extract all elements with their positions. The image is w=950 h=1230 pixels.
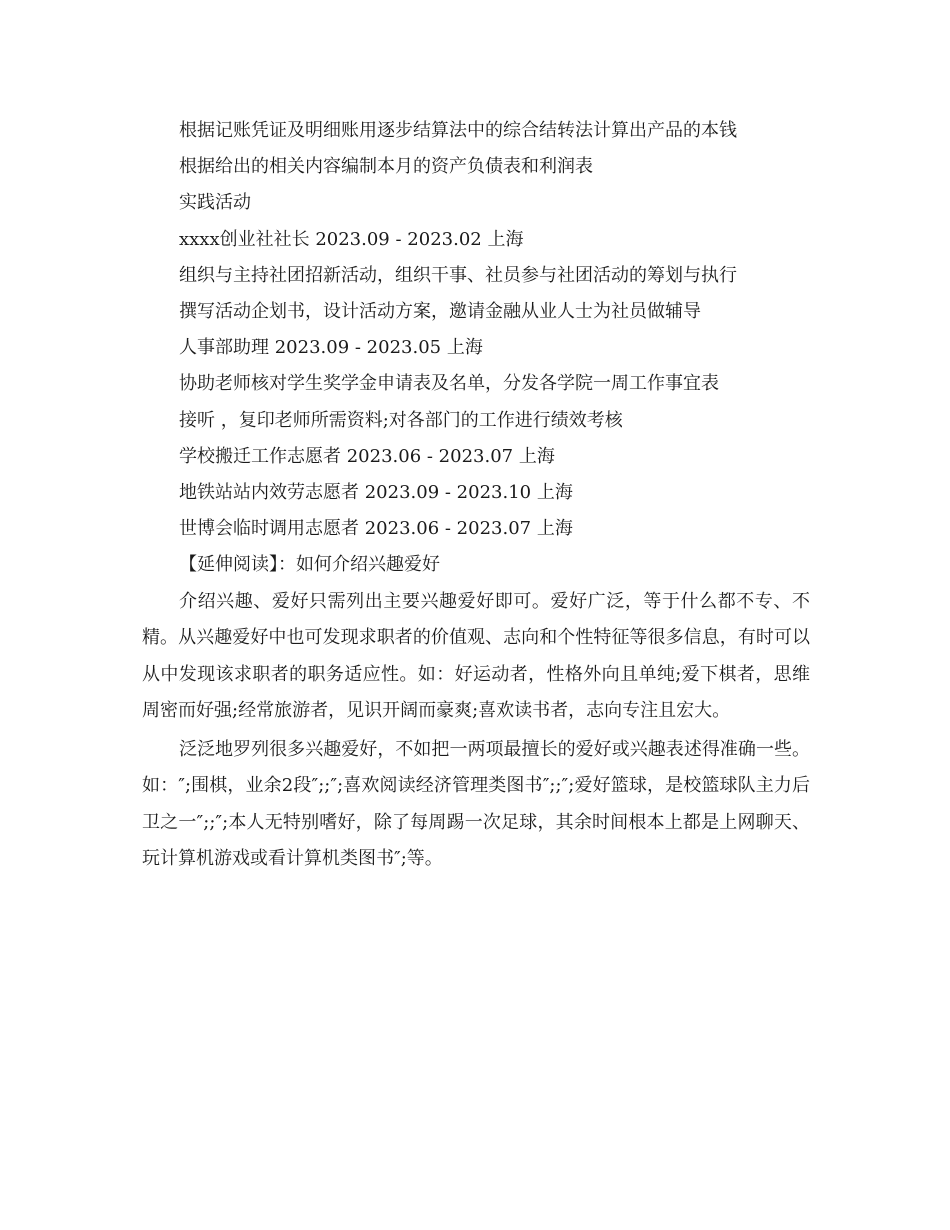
volunteer-entry-metro: 地铁站站内效劳志愿者 2023.09 - 2023.10 上海 <box>179 482 573 504</box>
experience-entry-hr-assistant: 人事部助理 2023.09 - 2023.05 上海 <box>179 337 483 359</box>
section-heading-practice: 实践活动 <box>179 192 251 214</box>
volunteer-entry-expo: 世博会临时调用志愿者 2023.06 - 2023.07 上海 <box>179 518 573 540</box>
text-line-statements: 根据给出的相关内容编制本月的资产负债表和利润表 <box>179 156 593 178</box>
paragraph-interests-intro: 介绍兴趣、爱好只需列出主要兴趣爱好即可。爱好广泛，等于什么都不专、不精。从兴趣爱好中也可发现求职者的价值观、志向和个性特征等很多信息，有时可以从中发现该求职者的职务适应性。如：好运动者，性格外向且单纯;爱下棋者，思维周密而好强;经常旅游者，见识开阔而豪爽;喜欢读书者，志向专注且宏大。 <box>142 590 810 722</box>
paragraph-interests-examples: 泛泛地罗列很多兴趣爱好，不如把一两项最擅长的爱好或兴趣表述得准确一些。如：″;围棋，业余2段″;;″;喜欢阅读经济管理类图书″;;″;爱好篮球，是校篮球队主力后卫之一″;;″;本人无特别嗜好，除了每周踢一次足球，其余时间根本上都是上网聊天、玩计算机游戏或看计算机类图书″;等。 <box>142 738 810 870</box>
document-body <box>142 113 810 878</box>
experience-detail-planning: 撰写活动企划书，设计活动方案，邀请金融从业人士为社员做辅导 <box>179 301 701 323</box>
extended-reading-heading: 【延伸阅读】：如何介绍兴趣爱好 <box>179 554 440 576</box>
volunteer-entry-relocation: 学校搬迁工作志愿者 2023.06 - 2023.07 上海 <box>179 445 555 467</box>
experience-entry-club-president: xxxx创业社社长 2023.09 - 2023.02 上海 <box>179 228 524 250</box>
experience-detail-scholarship: 协助老师核对学生奖学金申请表及名单，分发各学院一周工作事宜表 <box>179 373 719 395</box>
experience-detail-phone: 接听 ，复印老师所需资料;对各部门的工作进行绩效考核 <box>179 409 623 431</box>
text-line-costing: 根据记账凭证及明细账用逐步结算法中的综合结转法计算出产品的本钱 <box>179 120 737 141</box>
experience-detail-recruitment: 组织与主持社团招新活动，组织干事、社员参与社团活动的筹划与执行 <box>179 264 737 286</box>
